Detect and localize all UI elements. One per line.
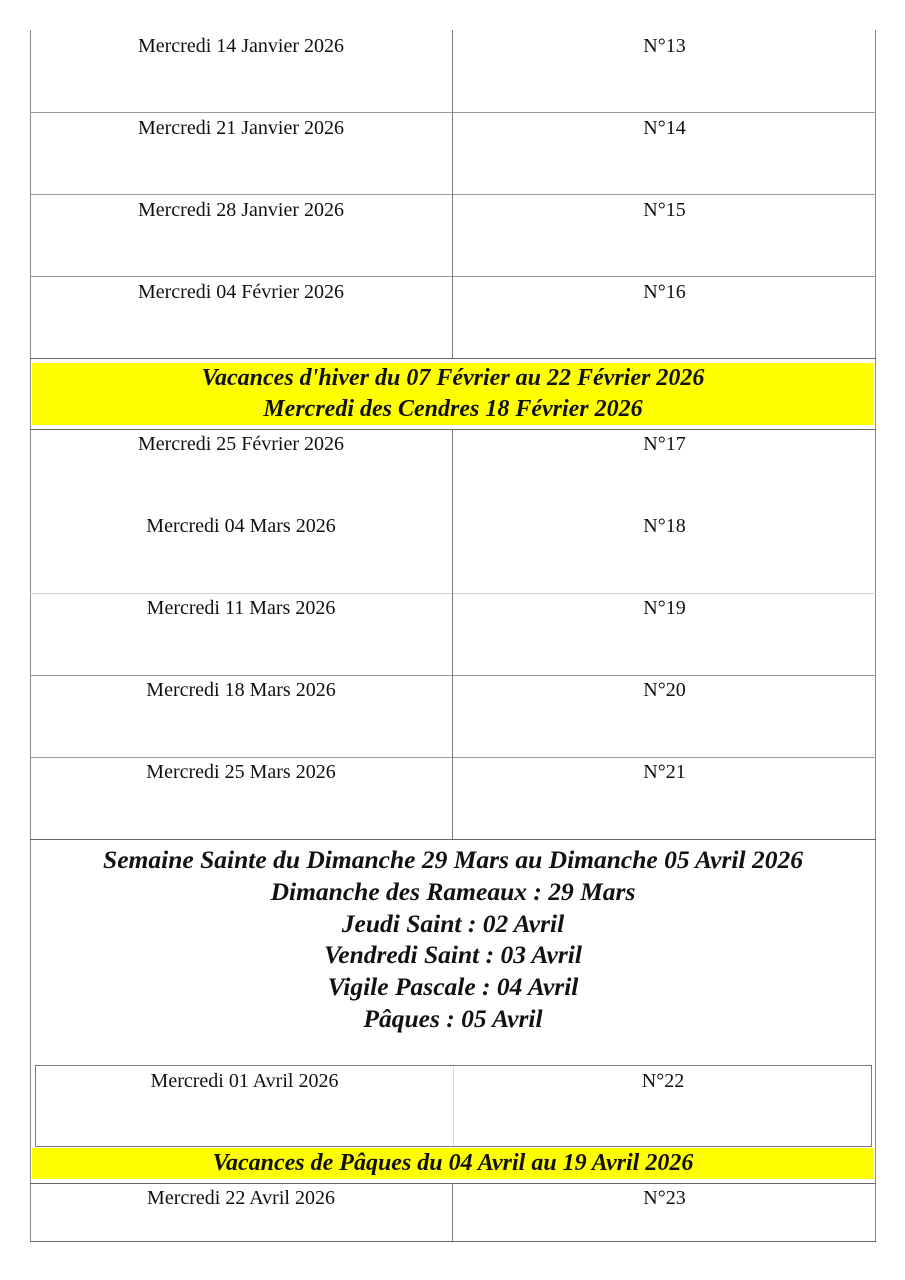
session-number: N°14	[643, 117, 686, 139]
easter-vigil-line: Vigile Pascale : 04 Avril	[327, 972, 579, 1002]
row-divider	[30, 839, 876, 840]
session-number: N°19	[643, 597, 686, 619]
date-cell: Mercredi 25 Mars 2026	[30, 757, 453, 839]
table-row	[30, 112, 876, 194]
easter-holiday-banner	[32, 1148, 874, 1179]
table-row	[30, 512, 876, 593]
winter-holiday-banner	[32, 363, 874, 425]
table-row	[30, 1183, 876, 1241]
holy-week-block	[30, 844, 876, 1035]
holy-week-title: Semaine Sainte du Dimanche 29 Mars au Dimanche 05 Avril 2026	[103, 845, 803, 874]
easter-holiday-title: Vacances de Pâques du 04 Avril au 19 Avril 2026	[212, 1150, 694, 1176]
session-number: N°13	[643, 35, 686, 57]
easter-line: Pâques : 05 Avril	[363, 1003, 543, 1033]
table-border-bottom	[30, 1241, 876, 1242]
session-number: N°23	[643, 1187, 686, 1209]
date-cell: Mercredi 22 Avril 2026	[30, 1183, 453, 1241]
table-row	[35, 1065, 872, 1147]
holy-thursday-line: Jeudi Saint : 02 Avril	[341, 908, 565, 938]
session-number: N°18	[643, 515, 686, 537]
row-divider	[30, 358, 876, 359]
palm-sunday-line: Dimanche des Rameaux : 29 Mars	[270, 876, 636, 906]
date-cell: Mercredi 04 Février 2026	[30, 276, 453, 358]
table-row	[30, 675, 876, 757]
winter-holiday-title: Vacances d'hiver du 07 Février au 22 Février 2026	[201, 365, 705, 391]
session-number: N°17	[643, 433, 686, 455]
date-cell: Mercredi 14 Janvier 2026	[30, 30, 453, 112]
table-row	[30, 194, 876, 276]
table-row	[30, 276, 876, 358]
date-cell: Mercredi 25 Février 2026	[30, 430, 453, 512]
table-row	[30, 30, 876, 112]
good-friday-line: Vendredi Saint : 03 Avril	[324, 940, 582, 970]
table-row	[30, 593, 876, 675]
table-row	[30, 430, 876, 512]
date-cell: Mercredi 01 Avril 2026	[36, 1066, 454, 1146]
session-number: N°15	[643, 199, 686, 221]
date-cell: Mercredi 11 Mars 2026	[30, 593, 453, 675]
session-number: N°20	[643, 679, 686, 701]
session-number: N°21	[643, 761, 686, 783]
date-cell: Mercredi 18 Mars 2026	[30, 675, 453, 757]
session-number: N°22	[641, 1070, 685, 1092]
ash-wednesday-note: Mercredi des Cendres 18 Février 2026	[263, 396, 643, 422]
date-cell: Mercredi 28 Janvier 2026	[30, 194, 453, 276]
date-cell: Mercredi 21 Janvier 2026	[30, 112, 453, 194]
date-cell: Mercredi 04 Mars 2026	[30, 512, 453, 593]
table-row	[30, 757, 876, 839]
session-number: N°16	[643, 281, 686, 303]
